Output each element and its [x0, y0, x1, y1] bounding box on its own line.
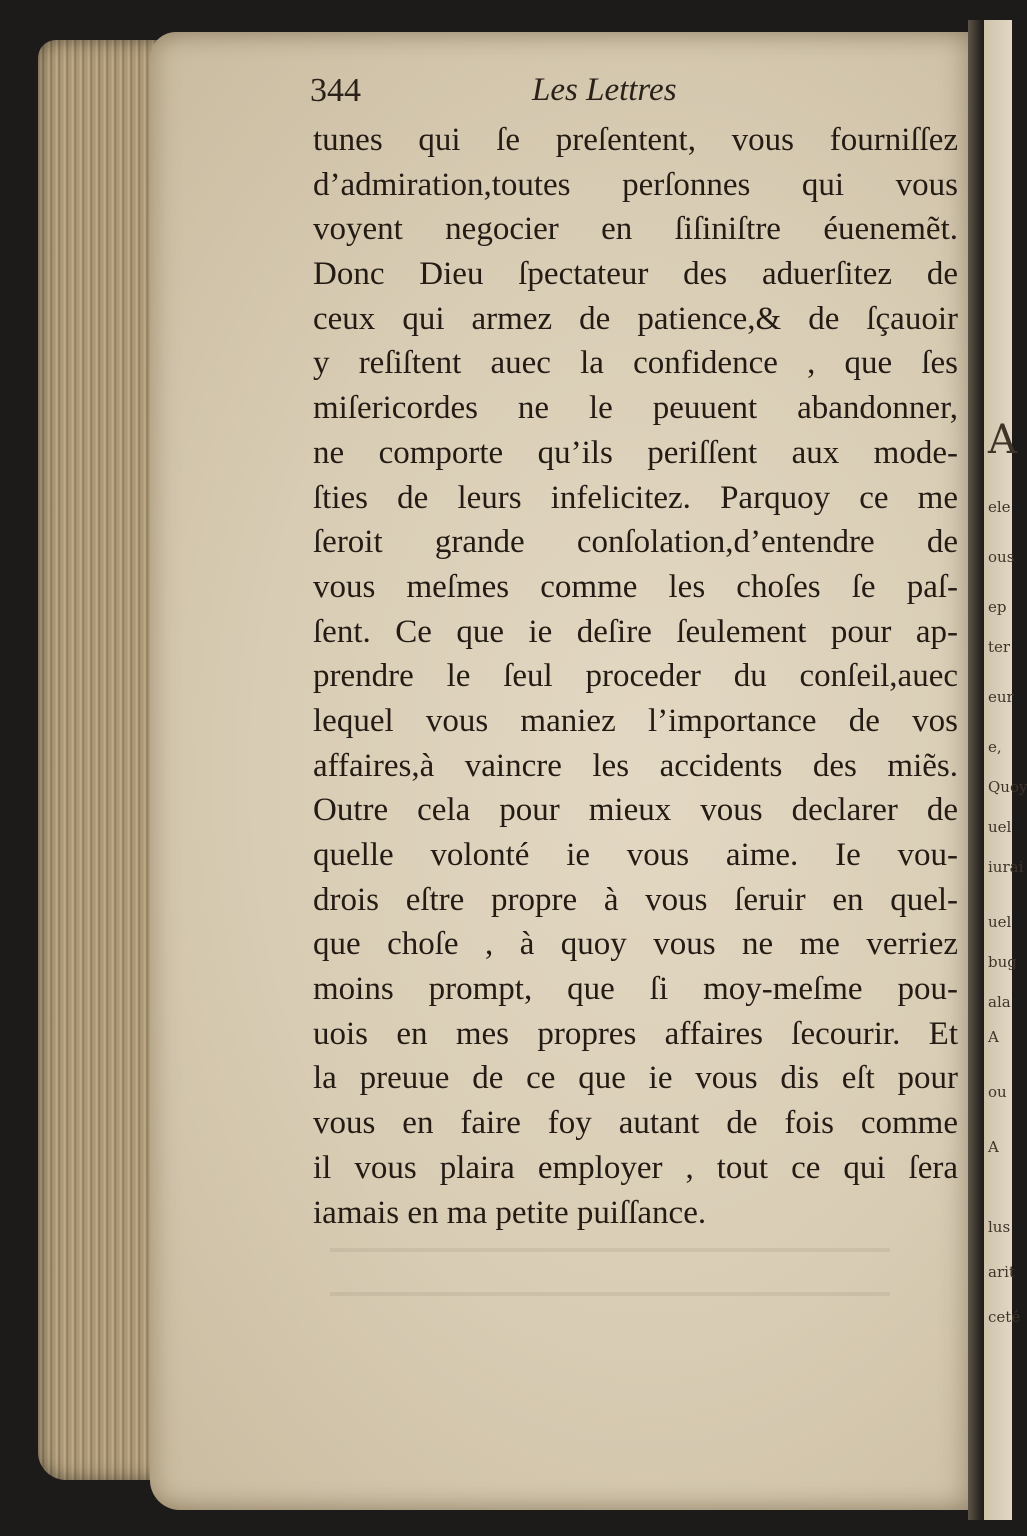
text-line: ſent. Ce que ie deſire ſeulement pour ap-: [313, 613, 958, 650]
opposite-page-fragment: ceté: [988, 1308, 1021, 1326]
opposite-page-fragment: ep: [988, 598, 1007, 616]
text-line: ceux qui armez de patience,& de ſçauoir: [313, 300, 958, 337]
running-title: Les Lettres: [532, 72, 677, 108]
text-line: ne comporte qu’ils periſſent aux mode-: [313, 434, 958, 471]
text-line: vous en faire foy autant de fois comme: [313, 1105, 958, 1142]
opposite-page-fragment: arit: [988, 1263, 1015, 1281]
opposite-page-fragment: uel: [988, 818, 1012, 836]
text-line: drois eſtre propre à vous ſeruir en quel-: [313, 881, 958, 918]
text-line: uois en mes propres affaires ſecourir. Et: [313, 1015, 958, 1052]
show-through-text: [330, 1230, 890, 1310]
text-line: ſeroit grande conſolation,d’entendre de: [313, 524, 958, 561]
text-line: moins prompt, que ſi moy-meſme pou-: [313, 971, 958, 1008]
opposite-page-fragment: uel: [988, 913, 1012, 931]
text-line: il vous plaira employer , tout ce qui ſera: [313, 1149, 958, 1186]
opposite-page-fragment: ous: [988, 548, 1015, 566]
opposite-page-fragment: ter: [988, 638, 1011, 656]
opposite-page-fragment: iurai: [988, 858, 1024, 876]
opposite-page-edge: [984, 20, 1027, 1520]
opposite-page-fragment: eur: [988, 688, 1014, 706]
text-line: y reſiſtent auec la confidence , que ſes: [313, 345, 958, 382]
opposite-page-fragment: e,: [988, 738, 1002, 756]
opposite-page-fragment: A: [988, 1138, 999, 1156]
text-line: tunes qui ſe preſentent, vous fourniſſez: [313, 122, 958, 158]
text-line: prendre le ſeul proceder du conſeil,auec: [313, 658, 958, 695]
text-line: voyent negocier en ſiſiniſtre éuenemẽt.: [313, 211, 958, 248]
text-line: la preuue de ce que ie vous dis eſt pour: [313, 1060, 958, 1097]
opposite-page-fragment: bug: [988, 953, 1017, 971]
text-line: ſties de leurs infelicitez. Parquoy ce me: [313, 479, 958, 516]
opposite-page-fragment: A: [988, 1028, 999, 1046]
text-line: vous meſmes comme les choſes ſe paſ-: [313, 568, 958, 605]
opposite-page-fragment: A: [988, 417, 1017, 463]
opposite-page-fragment: ala: [988, 993, 1011, 1011]
opposite-page-fragment: ele: [988, 498, 1011, 516]
page-header: [310, 72, 710, 116]
text-line: d’admiration,toutes perſonnes qui vous: [313, 166, 958, 203]
text-line: iamais en ma petite puiſſance.: [313, 1194, 707, 1231]
text-line: affaires,à vaincre les accidents des miẽs.: [313, 747, 958, 784]
text-line: Outre cela pour mieux vous declarer de: [313, 792, 958, 829]
page-number: 344: [310, 72, 361, 109]
opposite-page-fragment: lus: [988, 1218, 1011, 1236]
text-line: miſericordes ne le peuuent abandonner,: [313, 390, 958, 427]
text-line: quelle volonté ie vous aime. Ie vou-: [313, 837, 958, 873]
text-line: Donc Dieu ſpectateur des aduerſitez de: [313, 256, 958, 293]
text-line: que choſe , à quoy vous ne me verriez: [313, 926, 958, 963]
opposite-page-fragment: ou: [988, 1083, 1007, 1101]
opposite-page-fragment: Quoy: [988, 778, 1027, 796]
letter-text: [313, 118, 958, 1235]
text-line: lequel vous maniez l’importance de vos: [313, 702, 958, 739]
